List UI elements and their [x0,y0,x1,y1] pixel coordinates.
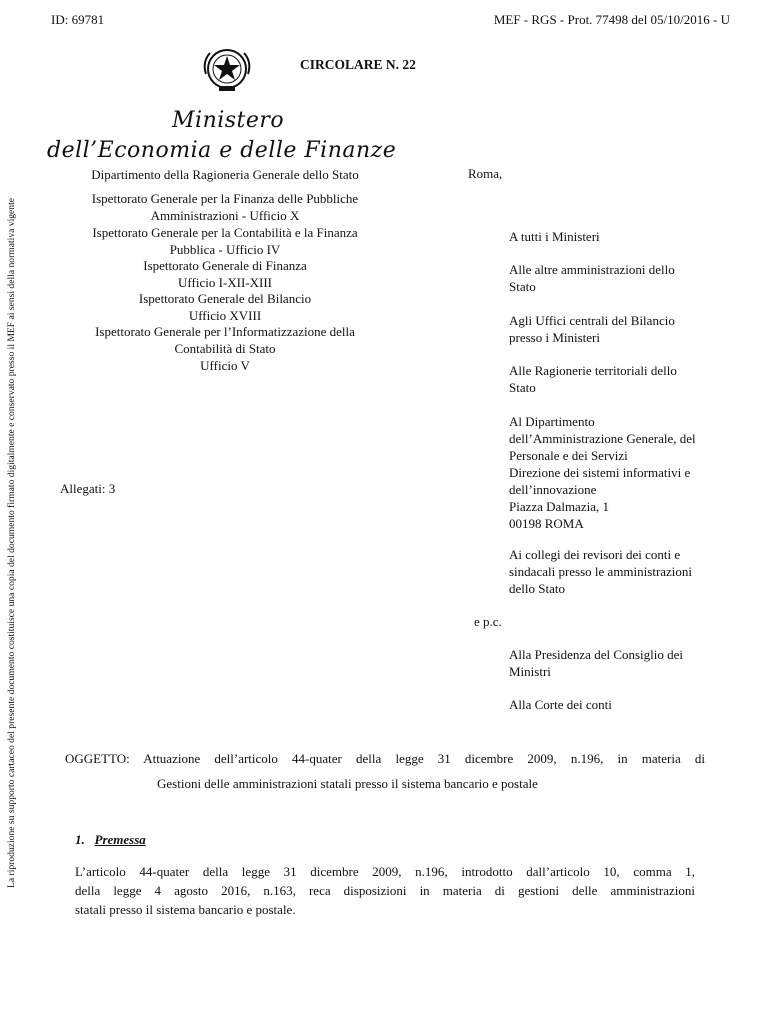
reproduction-note: La riproduzione su supporto cartaceo del presente documento costituisce una copia del documento firmato digitalmente e conservato presso il MEF ai sensi della normativa vigente [6,197,17,888]
department-block [55,166,395,183]
cc-recipient-line: Alla Presidenza del Consiglio dei [509,647,684,662]
department-line: Ispettorato Generale per la Finanza delle Pubbliche [91,191,359,206]
circular-number: CIRCOLARE N. 22 [300,57,416,72]
recipient-block [509,228,741,245]
recipient-line: A tutti i Ministeri [509,229,600,244]
recipient-block [509,261,741,295]
recipient-line: Al Dipartimento [509,414,595,429]
department-line: Contabilità di Stato [174,341,276,356]
recipient-block [509,546,741,597]
section-heading [75,832,146,848]
recipient-line: Personale e dei Servizi [509,448,628,463]
recipient-line: Stato [509,380,536,395]
protocol-number: MEF - RGS - Prot. 77498 del 05/10/2016 - U [493,12,730,27]
recipient-line: Alle Ragionerie territoriali dello [509,363,677,378]
department-line: Dipartimento della Ragioneria Generale dello Stato [91,167,359,182]
department-line: Ispettorato Generale di Finanza [143,258,307,273]
recipient-line: Piazza Dalmazia, 1 [509,499,609,514]
department-block [55,190,395,224]
cc-recipient-line: Alla Corte dei conti [509,697,612,712]
document-id: ID: 69781 [51,12,105,27]
ministry-logo-line2: dell’Economia e delle Finanze [47,138,397,163]
recipient-line: dell’Amministrazione Generale, del [509,431,696,446]
republic-emblem-icon [200,44,254,94]
cc-recipient-block [509,696,741,713]
recipient-line: Agli Uffici centrali del Bilancio [509,313,675,328]
recipient-line: dell’innovazione [509,482,597,497]
department-line: Ispettorato Generale per l’Informatizzazione della [95,324,355,339]
recipient-line: 00198 ROMA [509,516,584,531]
place-label: Roma, [468,166,503,181]
recipient-line: dello Stato [509,581,565,596]
recipient-line: Direzione dei sistemi informativi e [509,465,691,480]
department-line: Amministrazioni - Ufficio X [150,208,300,223]
department-line: Ufficio XVIII [188,308,262,323]
recipient-line: Alle altre amministrazioni dello [509,262,675,277]
cc-recipient-line: Ministri [509,664,551,679]
body-line: L’articolo 44-quater della legge 31 dicembre 2009, n.196, introdotto dall’articolo 10, comma 1, [75,864,695,879]
department-line: Ufficio I-XII-XIII [178,275,272,290]
cc-label: e p.c. [474,614,502,629]
recipient-line: Stato [509,279,536,294]
recipient-line: presso i Ministeri [509,330,600,345]
department-line: Ispettorato Generale per la Contabilità e la Finanza [92,225,358,240]
recipient-block [509,312,741,346]
recipient-line: Ai collegi dei revisori dei conti e [509,547,681,562]
department-block [55,224,395,258]
subject-line-2: Gestioni delle amministrazioni statali presso il sistema bancario e postale [157,776,538,791]
ministry-logo-line1: Ministero [172,108,285,133]
subject-line-1: OGGETTO: Attuazione dell’articolo 44-quater della legge 31 dicembre 2009, n.196, in materia di [65,751,705,766]
attachments-label: Allegati: 3 [60,481,116,496]
recipient-block [509,362,741,396]
department-line: Ufficio V [200,358,250,373]
cc-recipient-block [509,646,741,680]
department-line: Pubblica - Ufficio IV [169,242,281,257]
department-block [55,290,395,324]
department-line: Ispettorato Generale del Bilancio [138,291,312,306]
section-number: 1. [75,832,85,847]
section-title: Premessa [94,832,146,847]
department-block [55,257,395,291]
body-line: della legge 4 agosto 2016, n.163, reca disposizioni in materia di gestioni delle amministrazioni [75,883,695,898]
body-paragraph [75,862,695,919]
recipient-line: sindacali presso le amministrazioni [509,564,693,579]
body-line: statali presso il sistema bancario e postale. [75,902,296,917]
recipient-block [509,413,741,532]
department-block [55,323,395,374]
